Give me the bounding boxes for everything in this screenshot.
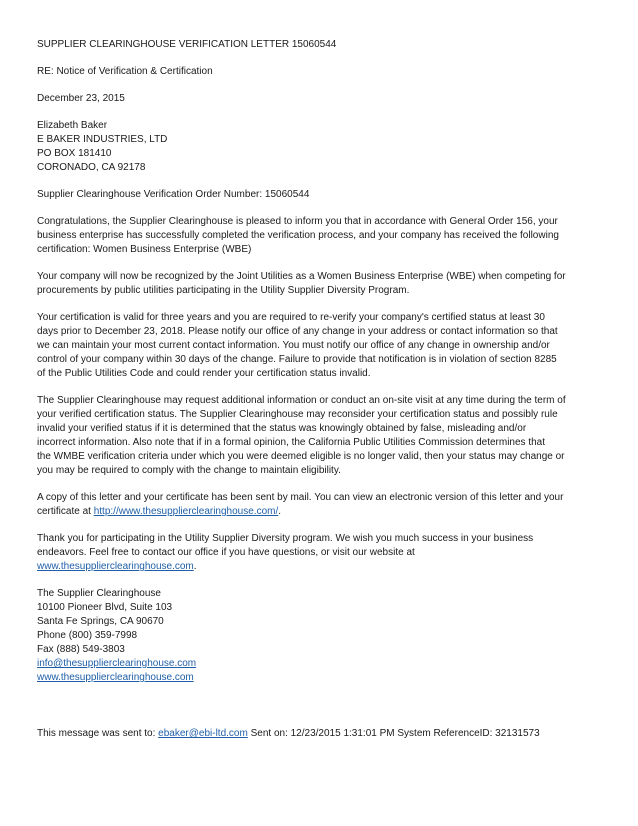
signature-address2: Santa Fe Springs, CA 90670 bbox=[37, 616, 164, 627]
paragraph-line: certification: Women Business Enterprise (WBE) bbox=[37, 244, 252, 255]
paragraph-line: procurements by public utilities participating in the Utility Supplier Diversity Program. bbox=[37, 285, 410, 296]
recipient-city: CORONADO, CA 92178 bbox=[37, 162, 146, 173]
paragraph-line: of the Public Utilities Code and could render your certification status invalid. bbox=[37, 368, 371, 379]
paragraph-line: certificate at http://www.thesupplierclearinghouse.com/. bbox=[37, 506, 282, 517]
letter-date: December 23, 2015 bbox=[37, 93, 125, 104]
footer-line: This message was sent to: ebaker@ebi-ltd.com Sent on: 12/23/2015 1:31:01 PM System ReferenceID: 32131573 bbox=[37, 728, 540, 739]
letter-body bbox=[37, 38, 607, 754]
paragraph-line: invalid your verified status if it is determined that the status was knowingly obtained by false, misleading and/or bbox=[37, 423, 527, 434]
recipient-email-link[interactable]: ebaker@ebi-ltd.com bbox=[158, 728, 248, 739]
paragraph-line: your verified certification status. The Supplier Clearinghouse may reconsider your certification status and possibly rule bbox=[37, 409, 558, 420]
paragraph-line: endeavors. Feel free to contact our office if you have questions, or visit our website at bbox=[37, 547, 415, 558]
signature-org: The Supplier Clearinghouse bbox=[37, 588, 161, 599]
paragraph-line: The Supplier Clearinghouse may request additional information or conduct an on-site visit at any time during the term of bbox=[37, 395, 566, 406]
paragraph-line: control of your company within 30 days of the change. Failure to provide that notification is in violation of section 8285 bbox=[37, 354, 557, 365]
paragraph-line: Your certification is valid for three years and you are required to re-verify your company's certified status at least 30 bbox=[37, 312, 545, 323]
paragraph-line: incorrect information. Also note that if in a formal opinion, the California Public Utilities Commission determines that bbox=[37, 437, 546, 448]
paragraph-line: Your company will now be recognized by the Joint Utilities as a Women Business Enterprise (WBE) when competing for bbox=[37, 271, 566, 282]
signature-address1: 10100 Pioneer Blvd, Suite 103 bbox=[37, 602, 173, 613]
validity-paragraph bbox=[37, 311, 607, 381]
thanks-paragraph bbox=[37, 532, 607, 574]
recipient-address bbox=[37, 119, 607, 175]
paragraph-line: A copy of this letter and your certificate has been sent by mail. You can view an electronic version of this letter and your bbox=[37, 492, 564, 503]
order-number: Supplier Clearinghouse Verification Order Number: 15060544 bbox=[37, 189, 310, 200]
paragraph-line: Congratulations, the Supplier Clearinghouse is pleased to inform you that in accordance with General Order 156, your bbox=[37, 216, 558, 227]
copy-paragraph bbox=[37, 491, 607, 519]
certificate-link[interactable]: http://www.thesupplierclearinghouse.com/ bbox=[93, 506, 279, 517]
paragraph-line: Thank you for participating in the Utility Supplier Diversity program. We wish you much success in your business bbox=[37, 533, 534, 544]
paragraph-line: the WMBE verification criteria under which you were deemed eligible is no longer valid, then your status may change or bbox=[37, 451, 565, 462]
recipient-po-box: PO BOX 181410 bbox=[37, 148, 112, 159]
website-link[interactable]: www.thesupplierclearinghouse.com bbox=[37, 561, 194, 572]
email-link[interactable]: info@thesupplierclearinghouse.com bbox=[37, 658, 197, 669]
request-paragraph bbox=[37, 394, 607, 478]
recipient-name: Elizabeth Baker bbox=[37, 120, 108, 131]
paragraph-line: you may be required to comply with the change to maintain eligibility. bbox=[37, 465, 341, 476]
paragraph-line: we can maintain your most current contact information. You must notify our office of any change in ownership and/or bbox=[37, 340, 550, 351]
paragraph-line: www.thesupplierclearinghouse.com. bbox=[37, 561, 197, 572]
recognition-paragraph bbox=[37, 270, 607, 298]
paragraph-line: business enterprise has successfully completed the verification process, and your company has received the following bbox=[37, 230, 559, 241]
signature-website-link[interactable]: www.thesupplierclearinghouse.com bbox=[37, 672, 194, 683]
signature-fax: Fax (888) 549-3803 bbox=[37, 644, 125, 655]
paragraph-line: days prior to December 23, 2018. Please notify our office of any change in your address or contact information so that bbox=[37, 326, 558, 337]
re-line: RE: Notice of Verification & Certification bbox=[37, 66, 213, 77]
recipient-company: E BAKER INDUSTRIES, LTD bbox=[37, 134, 168, 145]
signature-block bbox=[37, 587, 607, 685]
congrats-paragraph bbox=[37, 215, 607, 257]
letter-title: SUPPLIER CLEARINGHOUSE VERIFICATION LETTER 15060544 bbox=[37, 39, 337, 50]
signature-phone: Phone (800) 359-7998 bbox=[37, 630, 138, 641]
